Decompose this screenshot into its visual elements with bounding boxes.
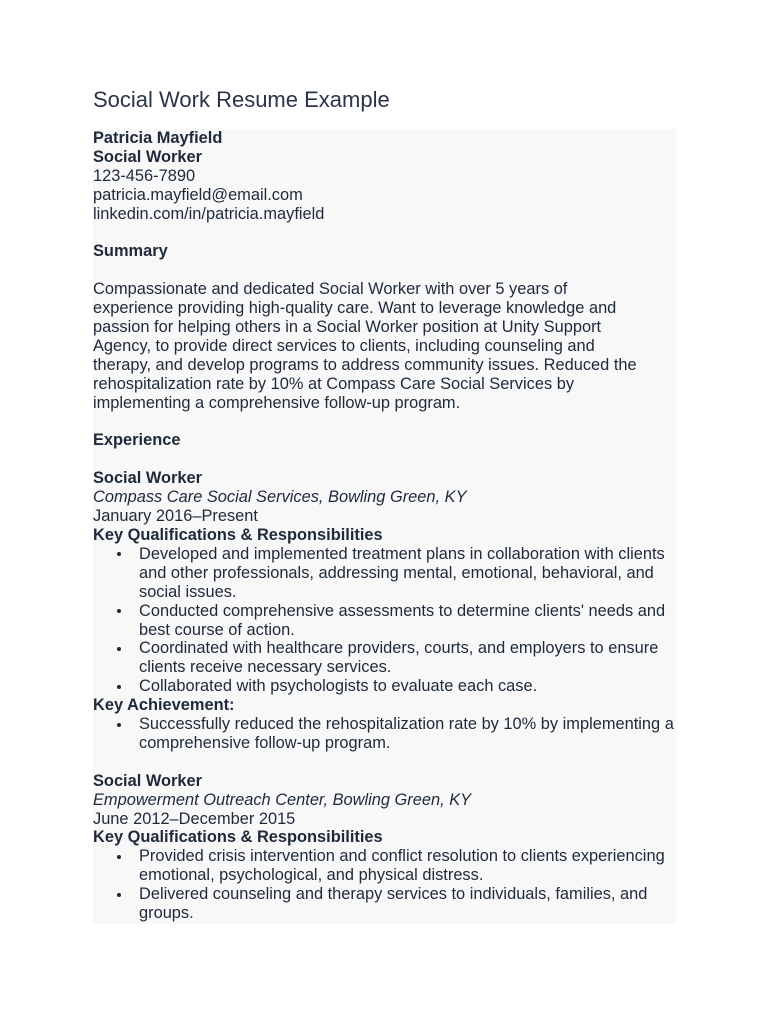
page-title: Social Work Resume Example	[93, 87, 390, 112]
summary-line: implementing a comprehensive follow-up program.	[93, 393, 461, 412]
qualifications-heading: Key Qualifications & Responsibilities	[93, 525, 383, 544]
summary-heading: Summary	[93, 242, 168, 261]
experience-heading: Experience	[93, 431, 181, 450]
achievement-heading: Key Achievement:	[93, 696, 235, 715]
candidate-name: Patricia Mayfield	[93, 129, 223, 147]
spacer	[93, 753, 676, 772]
job-company: Compass Care Social Services, Bowling Green, KY	[93, 488, 467, 507]
job-dates: January 2016–Present	[93, 507, 258, 526]
job-company: Empowerment Outreach Center, Bowling Green, KY	[93, 790, 472, 809]
spacer	[93, 450, 676, 469]
job-entry	[93, 772, 676, 923]
summary-line: passion for helping others in a Social Worker position at Unity Support	[93, 318, 602, 337]
job-title: Social Worker	[93, 469, 203, 488]
summary-line: Agency, to provide direct services to clients, including counseling and	[93, 336, 595, 355]
job-dates: June 2012–December 2015	[93, 809, 296, 828]
spacer	[93, 261, 676, 280]
linkedin-url: linkedin.com/in/patricia.mayfield	[93, 204, 325, 223]
job-title: Social Worker	[93, 771, 203, 790]
summary-line: rehospitalization rate by 10% at Compass Care Social Services by	[93, 374, 575, 393]
candidate-job-title: Social Worker	[93, 147, 203, 166]
resume-content	[93, 129, 676, 923]
responsibilities-list	[93, 545, 676, 696]
job-entry	[93, 469, 676, 753]
spacer	[93, 224, 676, 243]
list-item: Collaborated with psychologists to evaluate each case.	[139, 677, 676, 696]
list-item: Conducted comprehensive assessments to determine clients' needs and best course of action.	[139, 602, 676, 640]
phone-number: 123-456-7890	[93, 166, 196, 185]
summary-line: experience providing high-quality care. Want to leverage knowledge and	[93, 299, 617, 318]
qualifications-heading: Key Qualifications & Responsibilities	[93, 828, 383, 847]
list-item: Successfully reduced the rehospitalization rate by 10% by implementing a comprehensive follow-up program.	[139, 715, 676, 753]
summary-line: therapy, and develop programs to address community issues. Reduced the	[93, 355, 637, 374]
achievements-list	[93, 715, 676, 753]
list-item: Coordinated with healthcare providers, courts, and employers to ensure clients receive necessary services.	[139, 639, 676, 677]
email-address: patricia.mayfield@email.com	[93, 185, 303, 204]
responsibilities-list	[93, 847, 676, 923]
summary-line: Compassionate and dedicated Social Worker with over 5 years of	[93, 280, 568, 299]
spacer	[93, 413, 676, 432]
list-item: Provided crisis intervention and conflict resolution to clients experiencing emotional, psychological, and physical distress.	[139, 847, 676, 885]
list-item: Delivered counseling and therapy services to individuals, families, and groups.	[139, 885, 676, 923]
list-item: Developed and implemented treatment plans in collaboration with clients and other professionals, addressing mental, emotional, behavioral, and social issues.	[139, 545, 676, 602]
summary-paragraph	[93, 280, 676, 412]
